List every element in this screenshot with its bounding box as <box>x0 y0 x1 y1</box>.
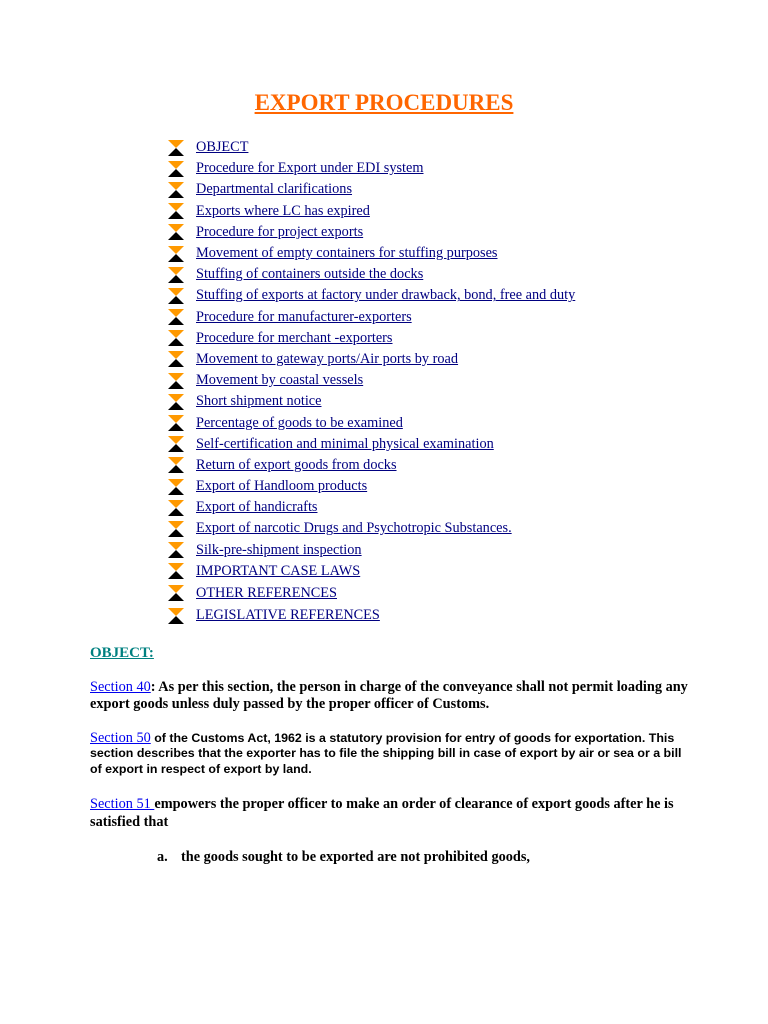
toc-link[interactable]: Short shipment notice <box>196 393 322 410</box>
hourglass-icon <box>167 393 185 411</box>
toc-item <box>167 201 575 222</box>
hourglass-icon <box>167 372 185 390</box>
toc-item <box>167 582 575 605</box>
hourglass-icon <box>167 287 185 305</box>
hourglass-icon <box>167 160 185 178</box>
object-heading: OBJECT: <box>90 645 154 661</box>
hourglass-icon <box>167 308 185 326</box>
toc-link[interactable]: Exports where LC has expired <box>196 202 370 219</box>
toc-link[interactable]: Export of handicrafts <box>196 499 318 516</box>
toc-link[interactable]: Self-certification and minimal physical examination <box>196 435 494 452</box>
section-50-text: of the Customs Act, 1962 is a statutory provision for entry of goods for exportation. This section describes that the exporter has to file the shipping bill in case of export by air or sea or a bill of export in respect of export by land. <box>90 731 682 776</box>
hourglass-icon <box>167 499 185 517</box>
hourglass-icon <box>167 520 185 538</box>
toc-item <box>167 137 575 158</box>
toc-item <box>167 412 575 433</box>
toc-item <box>167 497 575 518</box>
section-40-link[interactable]: Section 40 <box>90 679 151 695</box>
hourglass-icon <box>167 266 185 284</box>
list-marker: a. <box>157 849 168 865</box>
toc-link[interactable]: Movement of empty containers for stuffing purposes <box>196 245 498 262</box>
hourglass-icon <box>167 202 185 220</box>
hourglass-icon <box>167 414 185 432</box>
toc-item <box>167 434 575 455</box>
toc-item <box>167 370 575 391</box>
toc-link[interactable]: Return of export goods from docks <box>196 456 397 473</box>
toc-link[interactable]: Procedure for manufacturer-exporters <box>196 308 412 325</box>
toc-item <box>167 455 575 476</box>
hourglass-icon <box>167 435 185 453</box>
toc-item <box>167 243 575 264</box>
section-50-link[interactable]: Section 50 <box>90 730 151 746</box>
toc-item <box>167 285 575 306</box>
list-item-text: the goods sought to be exported are not prohibited goods, <box>181 849 530 865</box>
section-40-text: : As per this section, the person in charge of the conveyance shall not permit loading any export goods unless duly passed by the proper officer of Customs. <box>90 679 688 712</box>
toc-link[interactable]: Export of narcotic Drugs and Psychotropic Substances. <box>196 520 512 537</box>
toc-link[interactable]: OTHER REFERENCES <box>196 584 337 601</box>
list-item-a <box>157 849 530 866</box>
section-40-paragraph <box>90 679 690 713</box>
toc-item <box>167 518 575 539</box>
toc-item <box>167 158 575 179</box>
hourglass-icon <box>167 607 185 625</box>
hourglass-icon <box>167 245 185 263</box>
toc-link[interactable]: Percentage of goods to be examined <box>196 414 403 431</box>
toc-item <box>167 222 575 243</box>
section-51-text: empowers the proper officer to make an order of clearance of export goods after he is satisfied that <box>90 796 674 830</box>
toc-item <box>167 328 575 349</box>
hourglass-icon <box>167 478 185 496</box>
toc-link[interactable]: Stuffing of exports at factory under drawback, bond, free and duty <box>196 287 576 304</box>
toc-link[interactable]: Movement to gateway ports/Air ports by road <box>196 350 459 367</box>
toc-link[interactable]: IMPORTANT CASE LAWS <box>196 562 361 579</box>
toc-link[interactable]: Stuffing of containers outside the docks <box>196 266 424 283</box>
toc-link[interactable]: Movement by coastal vessels <box>196 372 364 389</box>
hourglass-icon <box>167 139 185 157</box>
toc-item <box>167 561 575 582</box>
section-51-paragraph <box>90 795 690 831</box>
toc-item <box>167 540 575 561</box>
toc-item <box>167 391 575 412</box>
toc-item <box>167 476 575 497</box>
toc-link[interactable]: LEGISLATIVE REFERENCES <box>196 607 380 624</box>
toc-link[interactable]: OBJECT <box>196 139 249 156</box>
hourglass-icon <box>167 350 185 368</box>
hourglass-icon <box>167 541 185 559</box>
toc-link[interactable]: Procedure for Export under EDI system <box>196 160 424 177</box>
toc-item <box>167 179 575 200</box>
hourglass-icon <box>167 584 185 602</box>
toc-link[interactable]: Departmental clarifications <box>196 181 353 198</box>
toc-link[interactable]: Procedure for merchant -exporters <box>196 329 393 346</box>
table-of-contents <box>167 137 575 627</box>
toc-item <box>167 349 575 370</box>
hourglass-icon <box>167 329 185 347</box>
section-51-link[interactable]: Section 51 <box>90 796 155 812</box>
toc-link[interactable]: Procedure for project exports <box>196 223 364 240</box>
hourglass-icon <box>167 181 185 199</box>
toc-item <box>167 264 575 285</box>
hourglass-icon <box>167 562 185 580</box>
hourglass-icon <box>167 456 185 474</box>
toc-item <box>167 307 575 328</box>
toc-link[interactable]: Export of Handloom products <box>196 478 368 495</box>
page-title: EXPORT PROCEDURES <box>254 90 514 115</box>
toc-item <box>167 604 575 627</box>
section-50-paragraph <box>90 731 690 777</box>
hourglass-icon <box>167 223 185 241</box>
toc-link[interactable]: Silk-pre-shipment inspection <box>196 541 362 558</box>
